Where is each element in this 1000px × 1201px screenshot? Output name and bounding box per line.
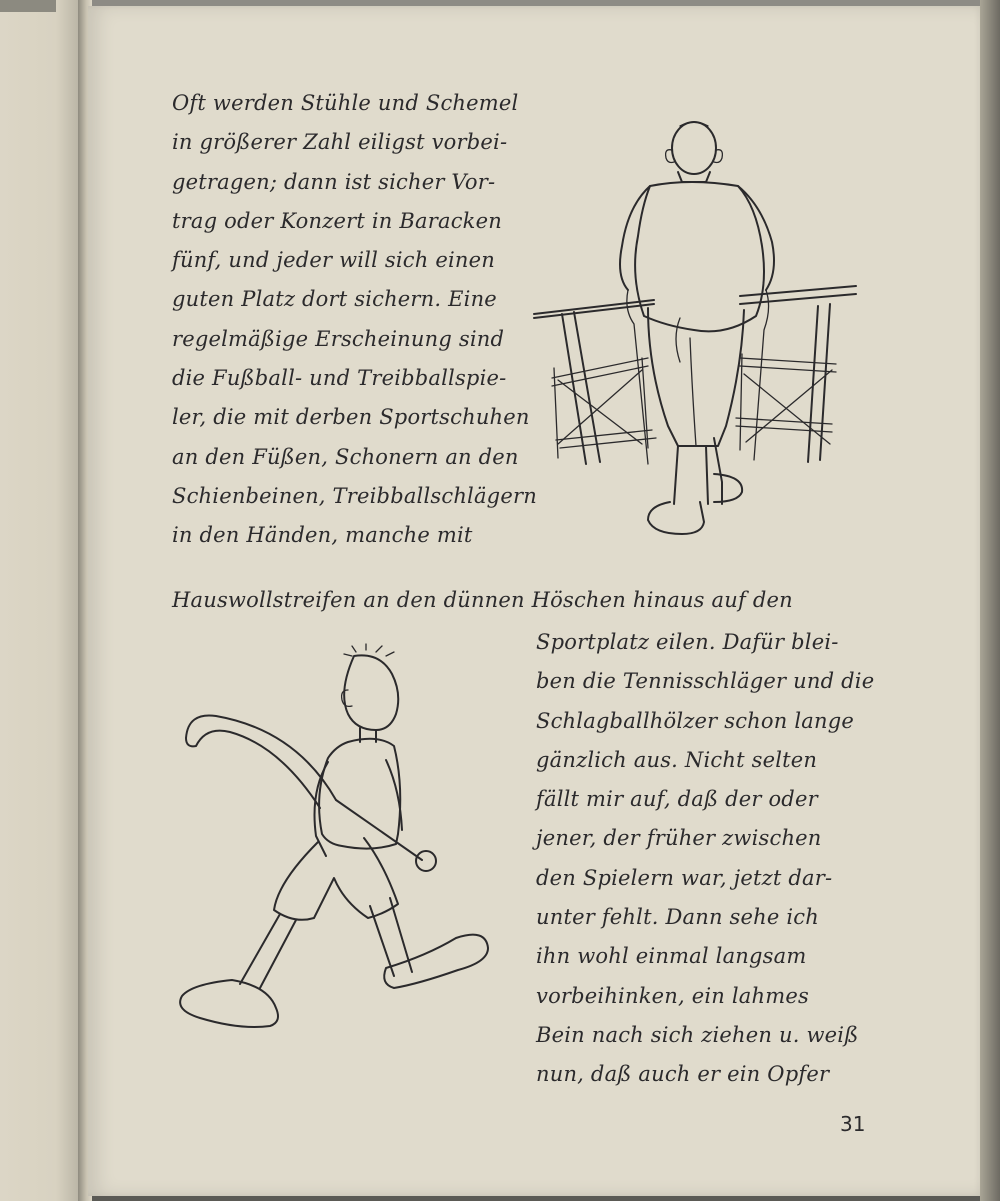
text-line: regelmäßige Erscheinung sind — [172, 326, 505, 351]
text-line: trag oder Konzert in Baracken — [172, 208, 502, 233]
text-line: unter fehlt. Dann sehe ich — [536, 905, 819, 930]
text-line: ihn wohl einmal langsam — [536, 944, 807, 969]
lower-text-column — [536, 623, 874, 1095]
text-line: ler, die mit derben Sportschuhen — [172, 405, 530, 430]
text-line: getragen; dann ist sicher Vor- — [172, 169, 496, 194]
text-line: den Spielern war, jetzt dar- — [536, 865, 833, 890]
text-line: Schienbeinen, Treibballschlägern — [172, 483, 537, 508]
text-line: jener, der früher zwischen — [536, 826, 822, 851]
text-line: nun, daß auch er ein Opfer — [536, 1062, 830, 1087]
text-line: vorbeihinken, ein lahmes — [536, 983, 809, 1008]
upper-text-column — [172, 84, 537, 556]
text-line: guten Platz dort sichern. Eine — [172, 287, 497, 312]
previous-page-edge — [0, 0, 80, 1201]
text-line: fünf, und jeder will sich einen — [172, 248, 495, 273]
text-line: die Fußball- und Treibballspie- — [172, 366, 507, 391]
bridge-text-line: Hauswollstreifen an den dünnen Höschen hinaus auf den — [172, 588, 793, 612]
text-line: an den Füßen, Schonern an den — [172, 444, 519, 469]
text-line: Bein nach sich ziehen u. weiß — [536, 1022, 859, 1047]
page-number: 31 — [840, 1112, 866, 1136]
text-line: Oft werden Stühle und Schemel — [172, 91, 519, 115]
man-with-chairs-illustration — [530, 118, 860, 548]
text-line: gänzlich aus. Nicht selten — [536, 747, 818, 772]
text-line: Schlagballhölzer schon lange — [536, 708, 854, 733]
text-line: Sportplatz eilen. Dafür blei- — [536, 630, 839, 654]
text-line: ben die Tennisschläger und die — [536, 669, 875, 694]
text-line: fällt mir auf, daß der oder — [536, 787, 818, 812]
text-line: in größerer Zahl eiligst vorbei- — [172, 130, 508, 155]
boy-with-stick-illustration — [176, 650, 506, 1040]
page-edge — [980, 0, 1000, 1201]
text-line: in den Händen, manche mit — [172, 523, 473, 548]
